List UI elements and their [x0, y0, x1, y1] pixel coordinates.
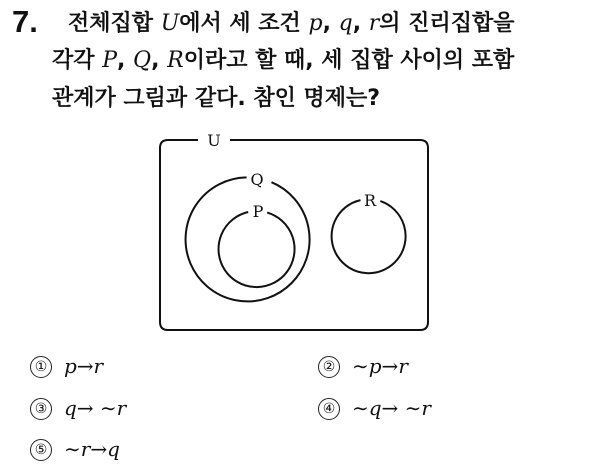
choice-4[interactable]: [318, 395, 431, 421]
universe-label: U: [207, 131, 221, 150]
var-q: q: [338, 11, 353, 36]
question-number: 7.: [12, 4, 38, 39]
choice-expression: ∼r→q: [64, 437, 120, 461]
question-text-line-2: [52, 47, 514, 75]
choice-5[interactable]: [30, 436, 120, 462]
choice-1[interactable]: [30, 353, 103, 379]
comma: ,: [352, 11, 362, 36]
question-text: 각각: [52, 48, 95, 73]
choice-number: ①: [30, 356, 52, 378]
choice-number: ⑤: [30, 439, 52, 461]
var-r: r: [368, 11, 380, 36]
set-q-label: Q: [250, 170, 264, 189]
choice-number: ④: [318, 398, 340, 420]
set-p-circle: [219, 212, 295, 287]
choice-3[interactable]: [30, 395, 126, 421]
question-text: 에서 세 조건: [179, 11, 301, 36]
choice-expression: ∼p→r: [352, 354, 408, 378]
set-p-label: P: [252, 202, 264, 221]
universe-box: [160, 140, 428, 330]
set-r-circle: [332, 200, 406, 273]
comma: ,: [151, 48, 160, 73]
question-text: 의 진리집합을: [379, 11, 515, 36]
var-p: p: [308, 11, 323, 36]
question-text-line-3: 관계가 그림과 같다. 참인 명제는?: [52, 86, 381, 111]
choice-number: ③: [30, 398, 52, 420]
var-set-q: Q: [133, 48, 152, 73]
var-set-r: R: [167, 48, 184, 73]
question-text-line-1: [68, 10, 514, 38]
choice-2[interactable]: [318, 353, 408, 379]
choice-expression: ∼q→ ∼r: [352, 396, 431, 420]
var-universe: U: [160, 11, 180, 36]
set-q-circle: [186, 177, 310, 301]
set-r-label: R: [363, 191, 377, 210]
var-set-p: P: [102, 48, 117, 73]
question-text: 전체집합: [68, 11, 154, 36]
choice-expression: q→ ∼r: [64, 396, 127, 420]
comma: ,: [322, 11, 331, 36]
venn-diagram: [150, 125, 440, 335]
choice-number: ②: [318, 356, 340, 378]
venn-diagram-svg: [150, 125, 440, 335]
question-text: 이라고 할 때, 세 집합 사이의 포함: [183, 48, 515, 73]
choice-expression: p→r: [64, 354, 104, 378]
comma: ,: [117, 48, 126, 73]
